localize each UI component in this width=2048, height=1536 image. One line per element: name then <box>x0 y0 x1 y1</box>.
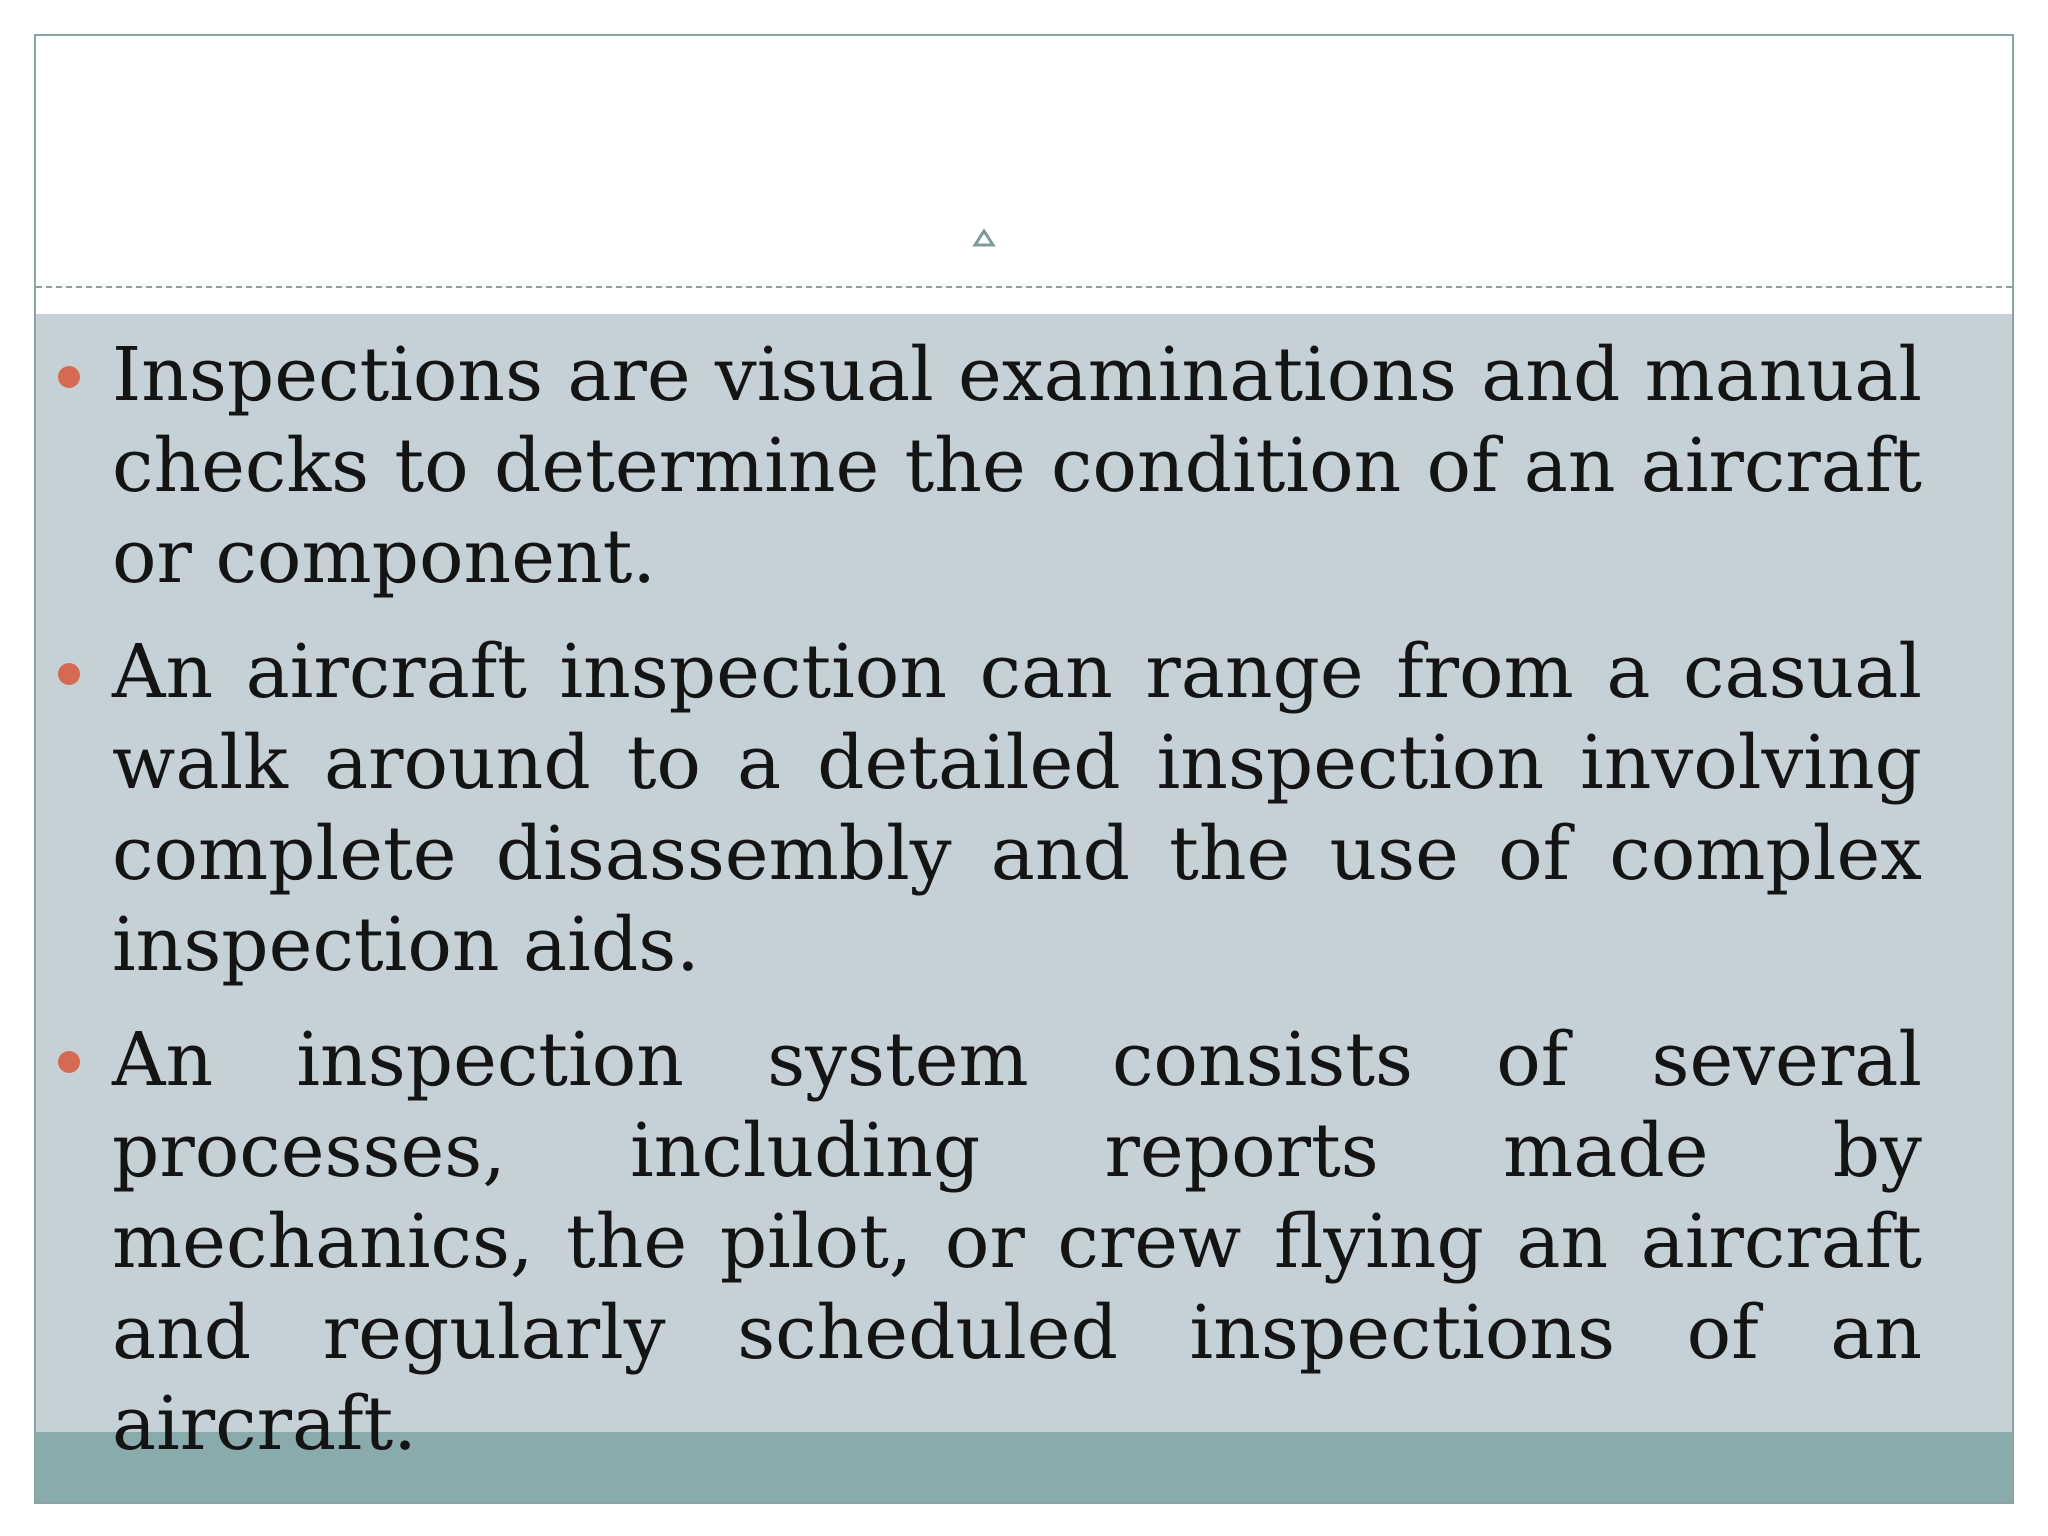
bullet-item <box>112 330 1922 603</box>
bullet-dot-icon <box>58 366 80 388</box>
bullet-text: An inspection system consists of several processes, including reports made by mechanics, the pilot, or crew flying an aircraft and regularly scheduled inspections of an aircraft. <box>112 1017 1922 1467</box>
title-placeholder <box>36 36 2012 288</box>
bullet-text: An aircraft inspection can range from a casual walk around to a detailed inspection involving complete disassembly and the use of complex inspection aids. <box>112 629 1922 988</box>
bullet-item <box>112 1015 1922 1470</box>
triangle-marker-icon <box>972 228 996 248</box>
bullet-item <box>112 627 1922 991</box>
title-divider <box>36 286 2012 288</box>
bullet-dot-icon <box>58 663 80 685</box>
bullet-list <box>112 330 1922 1494</box>
bullet-dot-icon <box>58 1051 80 1073</box>
bullet-text: Inspections are visual examinations and manual checks to determine the condition of an aircraft or component. <box>112 332 1922 600</box>
